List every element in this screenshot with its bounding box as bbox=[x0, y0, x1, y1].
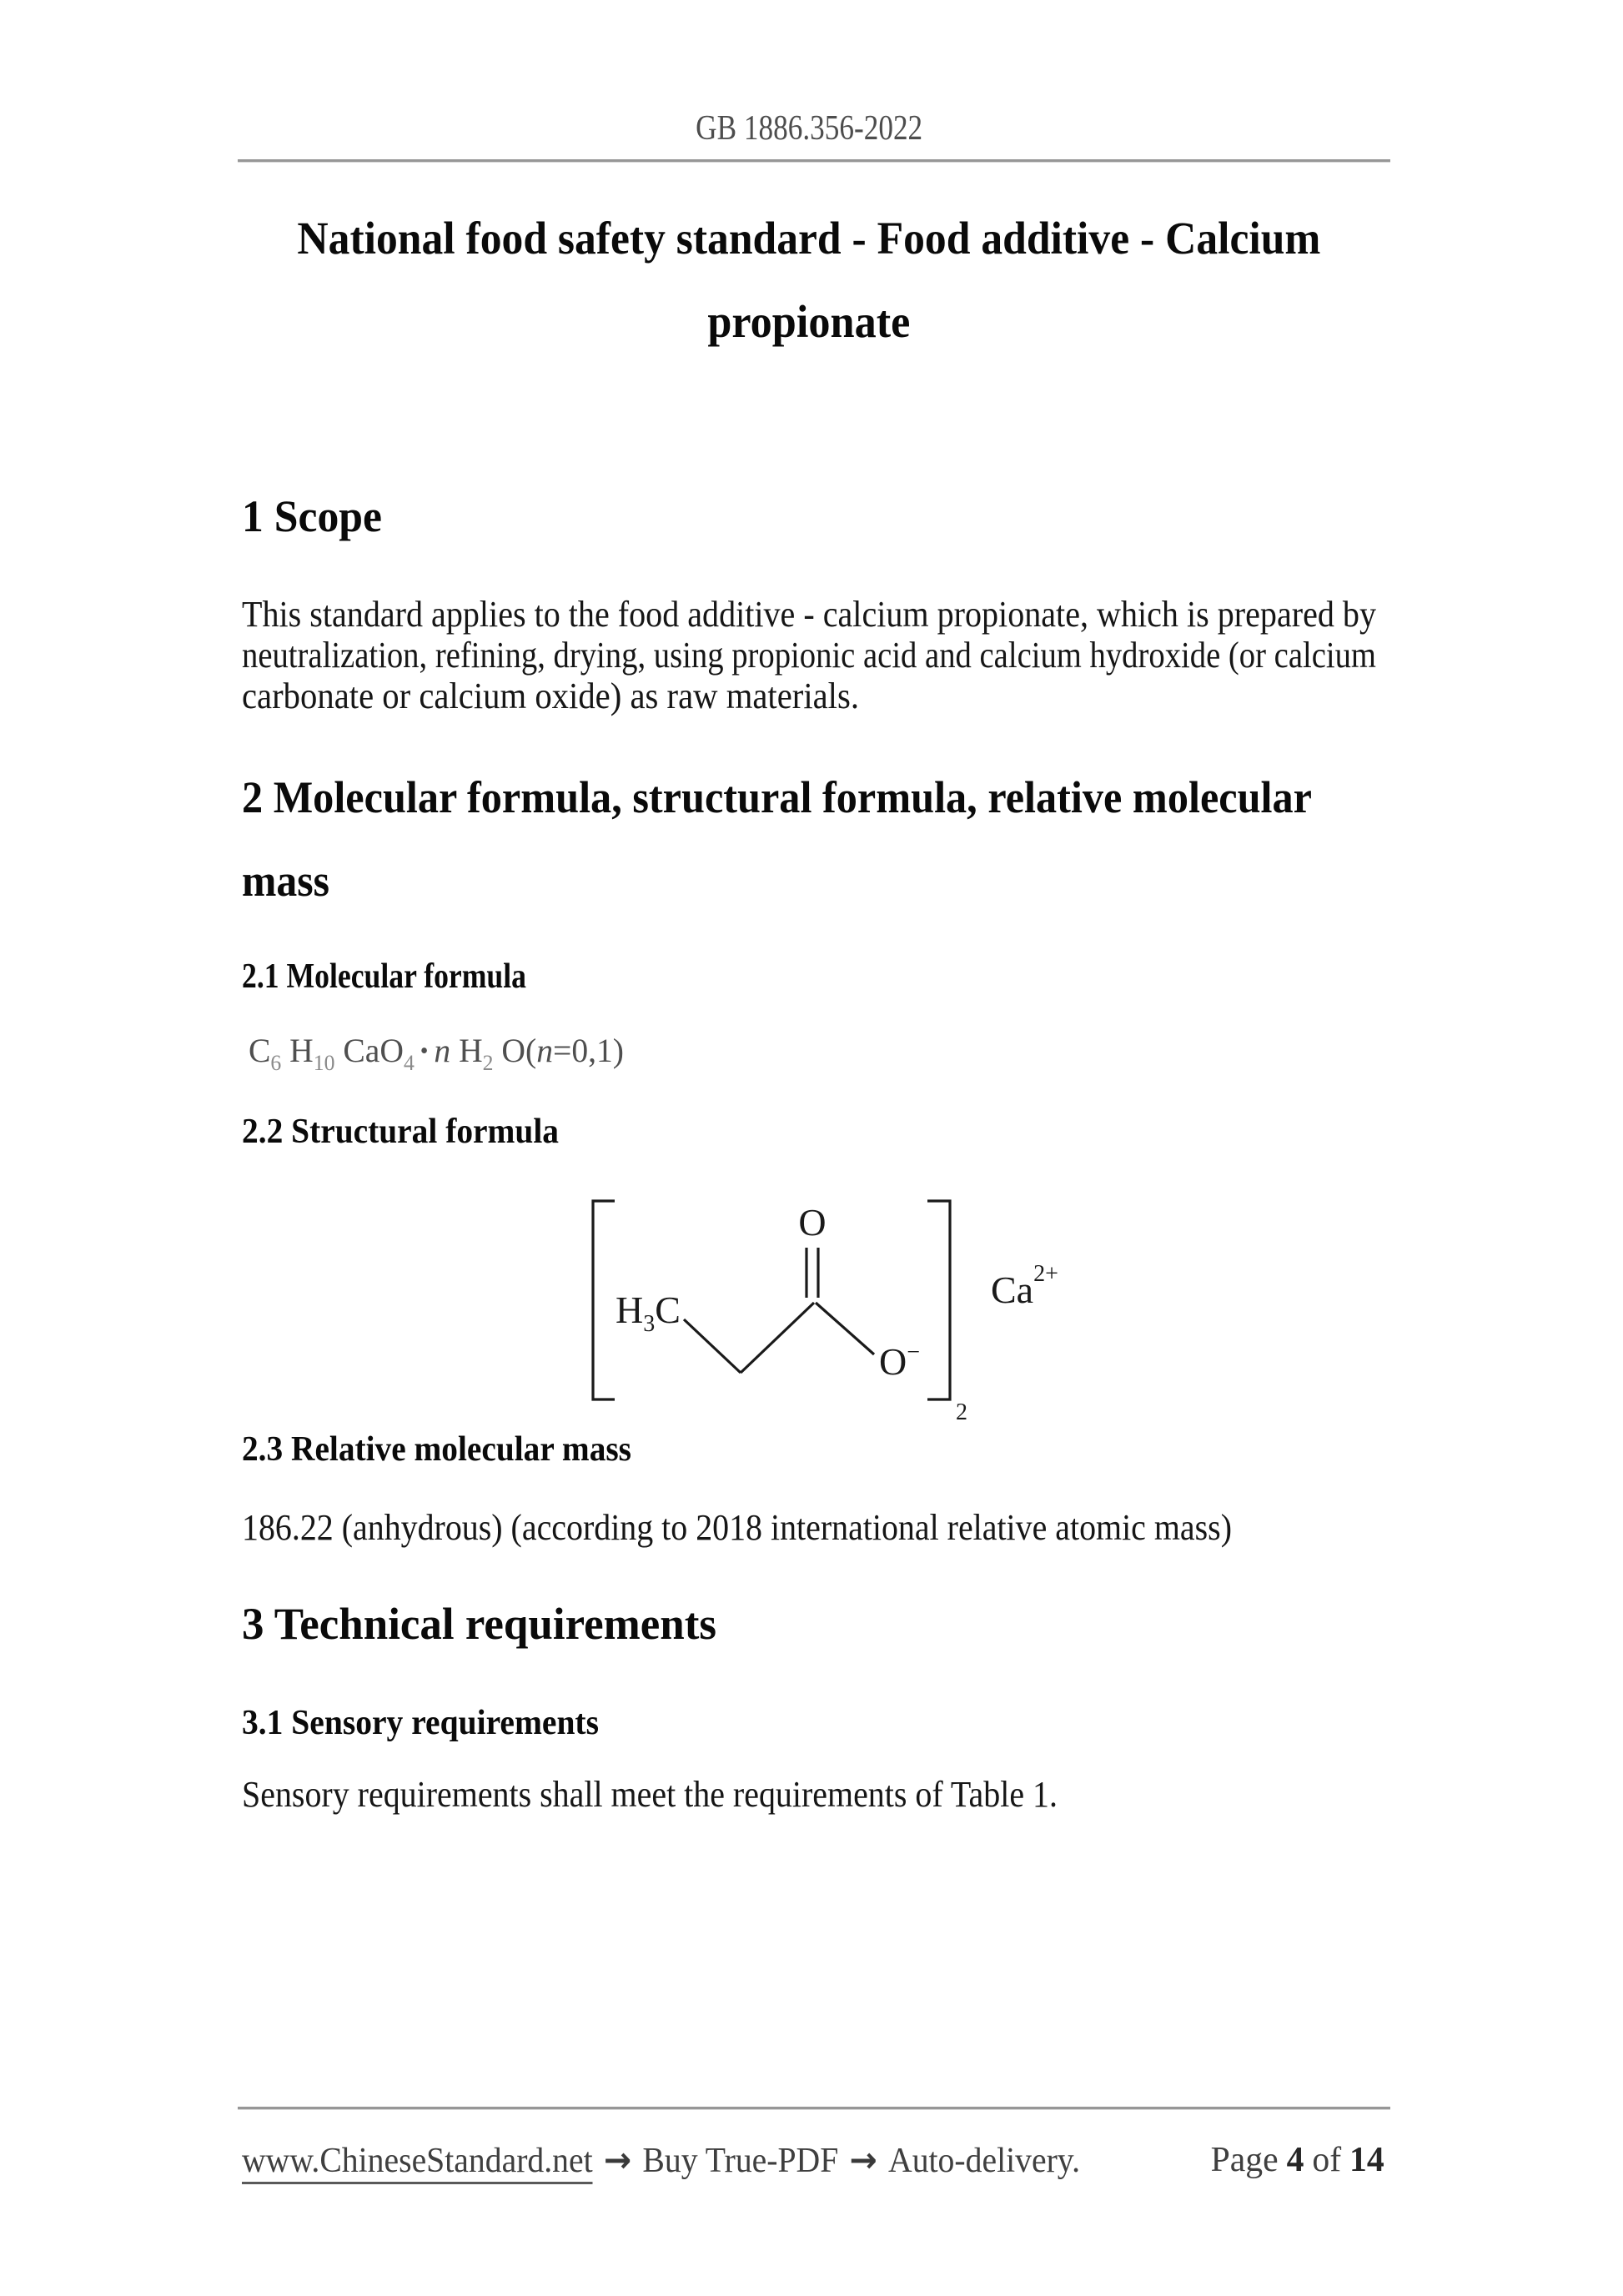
formula-subscript: 4 bbox=[403, 1051, 415, 1075]
bond-methyl-to-ch2 bbox=[684, 1319, 741, 1373]
section-scope-heading: 1 Scope bbox=[242, 491, 382, 541]
relative-molecular-mass-text: 186.22 (anhydrous) (according to 2018 international relative atomic mass) bbox=[242, 1507, 1232, 1548]
section-2-heading bbox=[242, 756, 1391, 922]
subsection-2-3-heading: 2.3 Relative molecular mass bbox=[242, 1430, 631, 1469]
bracket-subscript: 2 bbox=[956, 1399, 967, 1425]
standard-code-text: GB 1886.356-2022 bbox=[696, 109, 922, 148]
left-bracket bbox=[593, 1201, 615, 1399]
page-indicator bbox=[242, 2143, 1389, 2178]
subsection-2-1-heading: 2.1 Molecular formula bbox=[242, 957, 526, 996]
page-word: Page bbox=[1210, 2141, 1279, 2179]
scope-paragraph bbox=[242, 594, 1376, 716]
formula-part: O( bbox=[493, 1032, 537, 1069]
formula-n-variable: n bbox=[434, 1032, 451, 1069]
structural-formula-diagram bbox=[542, 1168, 1126, 1434]
right-bracket bbox=[927, 1201, 950, 1399]
formula-part: H bbox=[450, 1032, 483, 1069]
header-rule bbox=[238, 159, 1390, 162]
molecular-formula bbox=[249, 1034, 628, 1074]
page-number-total: 14 bbox=[1349, 2141, 1385, 2179]
sensory-requirements-text: Sensory requirements shall meet the requirements of Table 1. bbox=[242, 1774, 1058, 1815]
footer-delivery-text: Auto-delivery. bbox=[888, 2142, 1080, 2180]
document-title bbox=[242, 197, 1376, 364]
page-header bbox=[242, 108, 1376, 148]
formula-part: CaO bbox=[334, 1032, 404, 1069]
calcium-cation-label: $Ca^{2+}$ bbox=[991, 1261, 1058, 1311]
section-3-heading: 3 Technical requirements bbox=[242, 1599, 716, 1649]
bond-ch2-to-carboxyl bbox=[741, 1303, 814, 1373]
scope-paragraph-line: neutralization, refining, drying, using propionic acid and calcium hydroxide (or calcium bbox=[242, 635, 1376, 676]
of-word: of bbox=[1312, 2141, 1342, 2179]
scope-paragraph-line: This standard applies to the food additive - calcium propionate, which is prepared by bbox=[242, 594, 1376, 635]
formula-subscript: 6 bbox=[270, 1051, 282, 1075]
carboxylate-oxygen-label: O− bbox=[879, 1339, 921, 1383]
methyl-group-label: $H_3C$ bbox=[616, 1289, 681, 1337]
bond-carboxyl-to-oxygen bbox=[816, 1303, 874, 1354]
formula-n-variable: n bbox=[536, 1032, 554, 1069]
carbonyl-oxygen-label: O bbox=[798, 1201, 827, 1243]
formula-part: C bbox=[249, 1032, 271, 1069]
footer-buy-text: Buy True-PDF bbox=[642, 2142, 839, 2180]
right-arrow-icon: → bbox=[849, 2139, 877, 2180]
formula-part: =0,1) bbox=[553, 1032, 624, 1069]
subsection-2-2-heading: 2.2 Structural formula bbox=[242, 1113, 559, 1151]
formula-dot: • bbox=[414, 1038, 435, 1064]
formula-part: H bbox=[281, 1032, 314, 1069]
subsection-3-1-heading: 3.1 Sensory requirements bbox=[242, 1704, 599, 1742]
right-arrow-icon: → bbox=[603, 2139, 632, 2180]
scope-paragraph-line: carbonate or calcium oxide) as raw materials. bbox=[242, 676, 859, 716]
footer-rule bbox=[238, 2107, 1390, 2109]
section-2-heading-line-1: 2 Molecular formula, structural formula, relative molecular bbox=[242, 772, 1312, 822]
title-line-2: propionate bbox=[707, 296, 911, 347]
formula-subscript: 2 bbox=[482, 1051, 494, 1075]
section-2-heading-line-2: mass bbox=[242, 856, 329, 906]
formula-subscript: 10 bbox=[313, 1051, 335, 1075]
footer-site-link[interactable]: www.ChineseStandard.net bbox=[242, 2142, 593, 2184]
title-line-1: National food safety standard - Food additive - Calcium bbox=[297, 213, 1321, 264]
page-number-current: 4 bbox=[1286, 2141, 1304, 2179]
